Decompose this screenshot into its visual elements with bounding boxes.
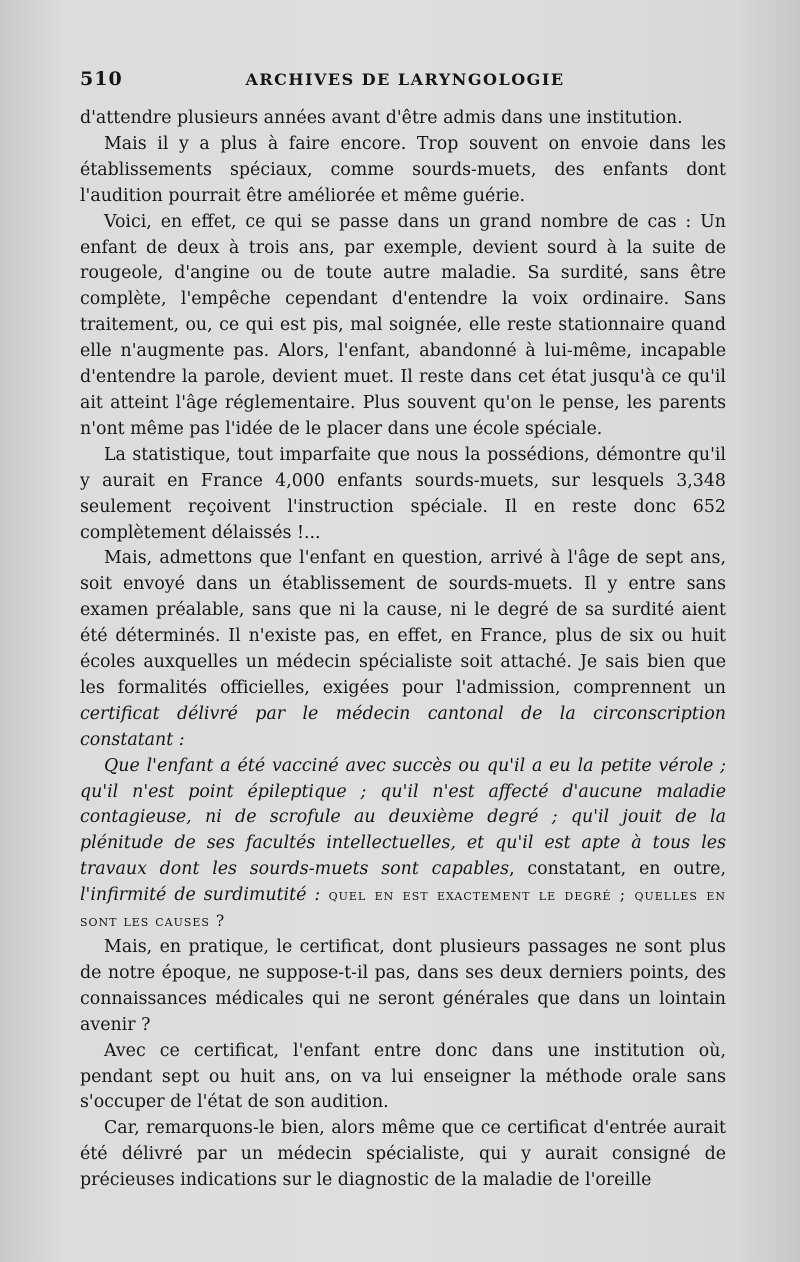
certificate-conditions: Que l'enfant a été vacciné avec succès ou qu'il a eu la petite vérole ; qu'il n'est point épileptique ; qu'il n'est affecté d'aucune maladie contagieuse, ni de scrofule au deuxième degré ; qu'il jouit de la plénitude de ses facultés intellectuelles, et qu'il est apte à tous les travaux dont les sourds-muets sont capables [80,755,726,880]
certificate-phrase: certificat délivré par le médecin cantonal de la circonscription constatant : [80,703,726,750]
paragraph-text: Mais, admettons que l'enfant en question, arrivé à l'âge de sept ans, soit envoyé dans un établissement de sourds-muets. Il y entre sans examen préalable, sans que ni la cause, ni le degré de sa surdité aient été déterminés. Il n'existe pas, en effet, en France, plus de six ou huit écoles auxquelles un médecin spécialiste soit attaché. Je sais bien que les formalités officielles, exigées pour l'admission, comprennent un [80,548,726,698]
running-title: ARCHIVES DE LARYNGOLOGIE [245,70,565,89]
paragraph: Avec ce certificat, l'enfant entre donc dans une institution où, pendant sept ou huit ans, on va lui enseigner la méthode orale sans s'occuper de l'état de son audition. [80,1040,726,1113]
body-text [80,106,726,1194]
paragraph-text: , constatant, en outre, [509,859,727,880]
paragraph: Voici, en effet, ce qui se passe dans un grand nombre de cas : Un enfant de deux à trois ans, par exemple, devient sourd à la suite de rougeole, d'angine ou de toute autre maladie. Sa surdité, sans être complète, l'empêche cependant d'entendre la voix ordinaire. Sans traitement, ou, ce qui est pis, mal soignée, elle reste stationnaire quand elle n'augmente pas. Alors, l'enfant, abandonné à lui-même, incapable d'entendre la parole, devient muet. Il reste dans cet état jusqu'à ce qu'il ait atteint l'âge réglementaire. Plus souvent qu'on le pense, les parents n'ont même pas l'idée de le placer dans une école spéciale. [80,211,726,439]
paragraph: Mais il y a plus à faire encore. Trop souvent on envoie dans les établissements spéciaux, comme sourds-muets, des enfants dont l'audition pourrait être améliorée et même guérie. [80,133,726,206]
paragraph: La statistique, tout imparfaite que nous la possédions, démontre qu'il y aurait en France 4,000 enfants sourds-muets, sur lesquels 3,348 seulement reçoivent l'instruction spéciale. Il en reste donc 652 complètement délaissés !... [80,444,726,543]
paragraph: Mais, en pratique, le certificat, dont plusieurs passages ne sont plus de notre époque, ne suppose-t-il pas, dans ses deux derniers points, des connaissances médicales qui ne seront générales que dans un lointain avenir ? [80,937,726,1035]
paragraph [80,546,726,753]
infirmity-phrase: l'infirmité de surdimutité : [80,885,321,906]
question-smallcaps: quel en est exactement le degré ; quelles en sont les causes ? [80,886,726,931]
paragraph: d'attendre plusieurs années avant d'être admis dans une institution. [80,108,683,128]
paragraph: Car, remarquons-le bien, alors même que ce certificat d'entrée aurait été délivré par un médecin spécialiste, qui y aurait consigné de précieuses indications sur le diagnostic de la maladie de l'oreille [80,1118,726,1191]
page-header [80,68,730,98]
certificate-quote [80,754,726,935]
page-number: 510 [80,68,123,90]
